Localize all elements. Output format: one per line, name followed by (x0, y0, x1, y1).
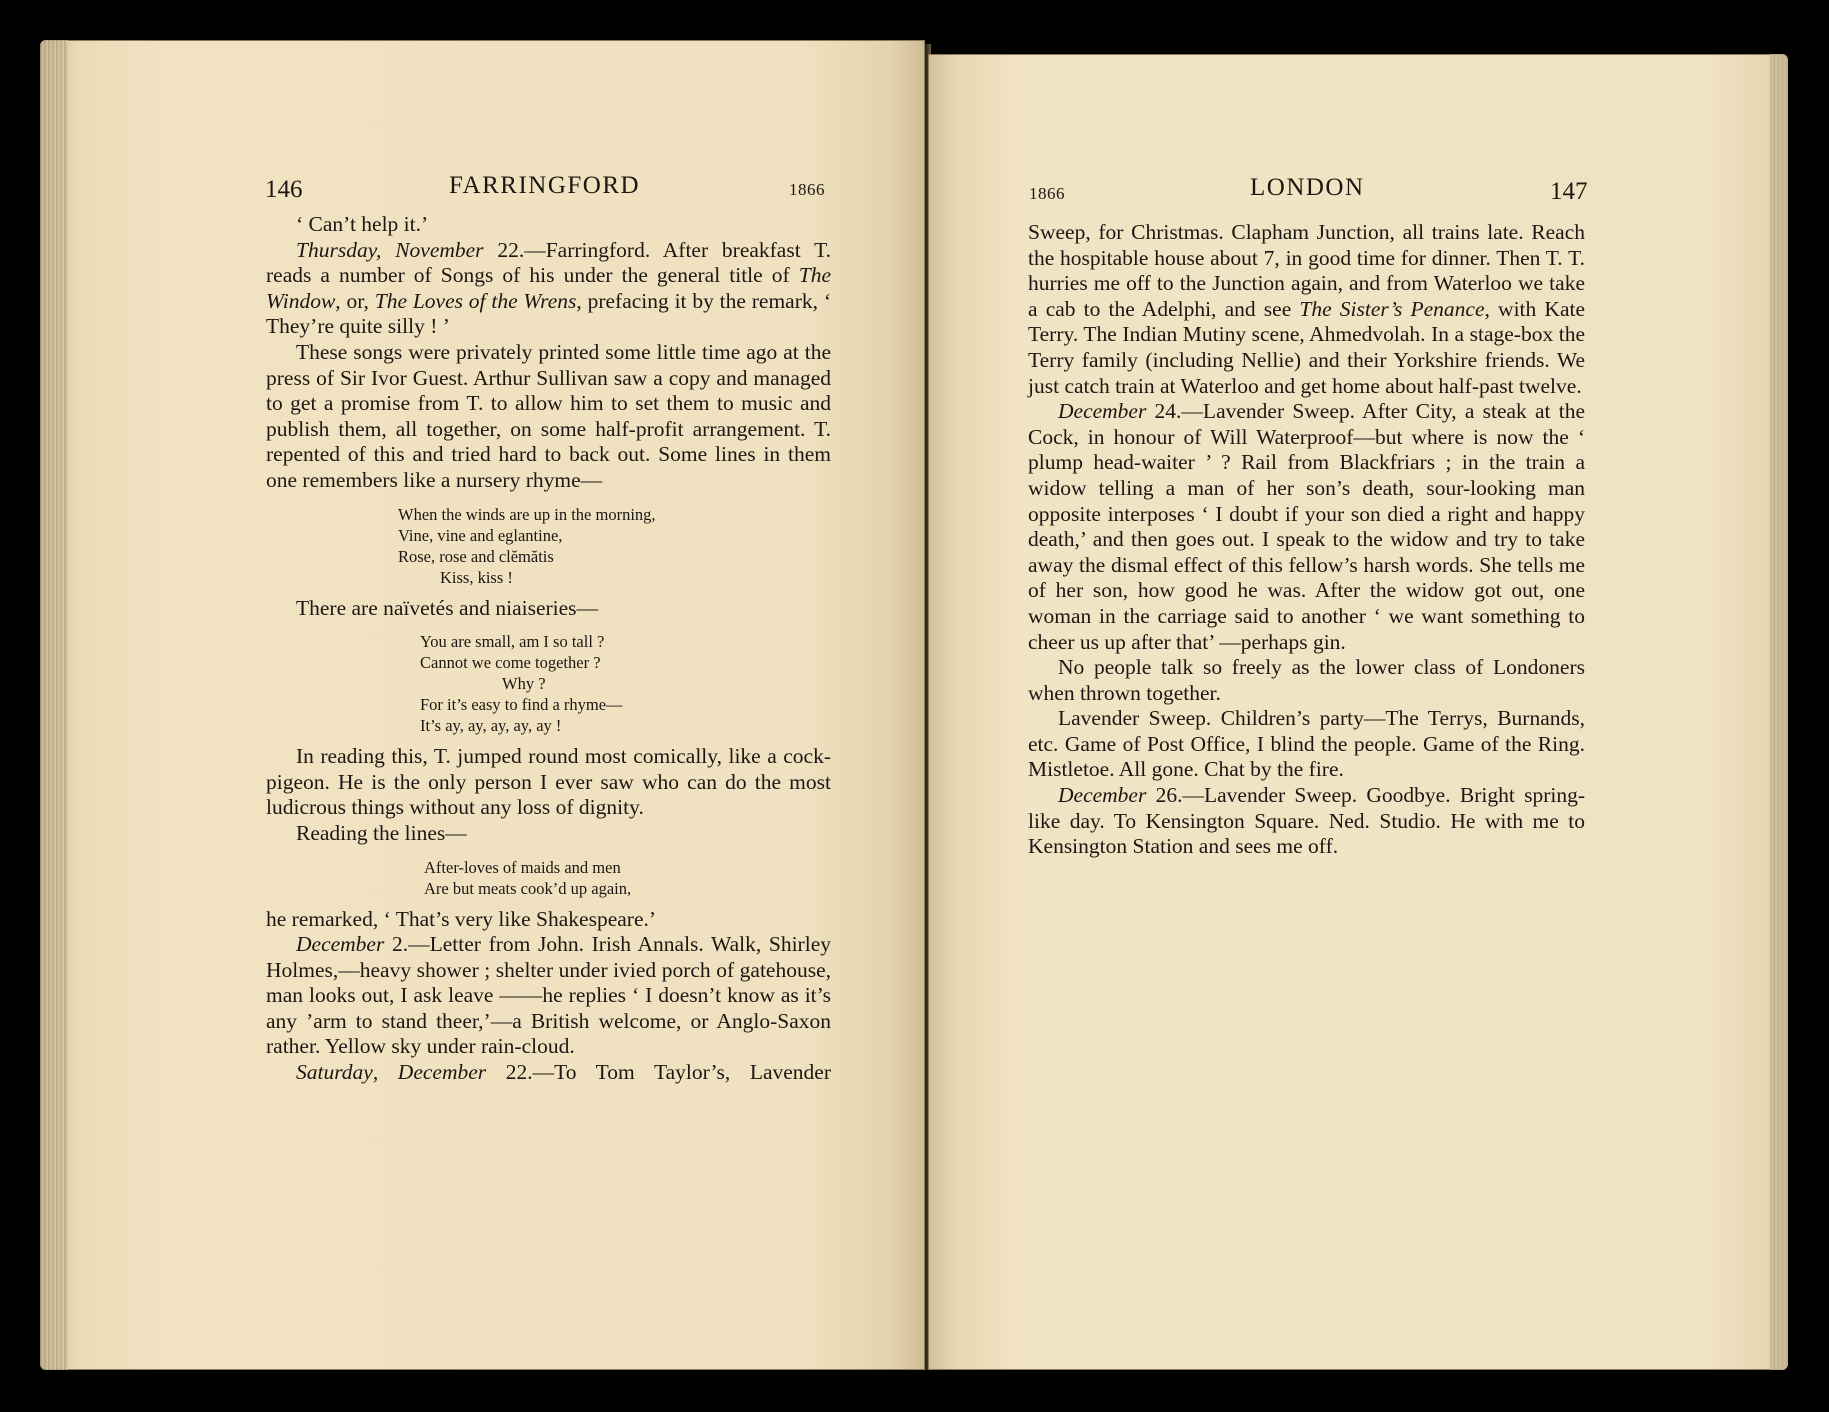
right-page-body (1028, 220, 1585, 860)
paragraph-december-22 (266, 1060, 831, 1086)
page-number: 146 (265, 176, 303, 203)
paragraph: No people talk so freely as the lower class of Londoners when thrown together. (1028, 655, 1585, 705)
date-lead: Saturday (296, 1060, 373, 1085)
paragraph-continued (1028, 220, 1585, 399)
paragraph-text: , (372, 1060, 398, 1085)
paragraph-text: 22.—To Tom Taylor’s, Lavender (486, 1060, 832, 1085)
paragraph: In reading this, T. jumped round most comically, like a cock-pigeon. He is the only person I ever saw who can do the most ludicrous things without any loss of dignity. (266, 744, 831, 820)
paragraph-december-26 (1028, 783, 1585, 860)
date-lead: December (1058, 783, 1147, 808)
left-page (40, 40, 925, 1370)
paragraph-december-24 (1028, 399, 1585, 655)
verse-line: Are but meats cook’d up again, (424, 878, 632, 898)
verse-block (424, 857, 831, 899)
verse-block (420, 631, 831, 736)
work-title: The Window (266, 263, 831, 313)
work-title: The Loves of the Wrens (374, 288, 577, 313)
verse-line: Cannot we come together ? (420, 653, 601, 673)
paragraph: These songs were privately printed some little time ago at the press of Sir Ivor Guest. Arthur Sullivan saw a copy and managed to get a promise from T. to allow him to set them to music and publish them, all together, on some half-profit arrangement. T. repented of this and tried hard to back out. Some lines in them one remembers like a nursery rhyme— (266, 339, 831, 492)
verse-line: You are small, am I so tall ? (420, 632, 605, 652)
verse-line: Kiss, kiss ! (440, 567, 513, 587)
running-title: LONDON (1250, 174, 1365, 201)
paragraph-text: 2.—Letter from John. Irish Annals. Walk, Shirley Holmes,—heavy shower ; shelter under ivied porch of gatehouse, man looks out, I ask leave ——he replies ‘ I doesn’t know as it’s any ’arm to stand theer,’—a British welcome, or Anglo-Saxon rather. Yellow sky under rain-cloud. (266, 932, 831, 1059)
date-lead: December (296, 932, 385, 957)
right-page (928, 54, 1788, 1370)
page-number: 147 (1550, 178, 1588, 205)
paragraph-text: , or, (335, 288, 375, 313)
paragraph-text: , with Kate Terry. The Indian Mutiny scene, Ahmedvolah. In a stage-box the Terry family (including Nellie) and their Yorkshire friends. We just catch train at Waterloo and get home about half-past twelve. (1028, 296, 1586, 398)
date-lead: December (397, 1060, 487, 1085)
work-title: The Sister’s Penance (1299, 296, 1485, 321)
verse-line: When the winds are up in the morning, (398, 504, 656, 524)
date-lead: Thursday, November (296, 237, 484, 262)
verse-block (398, 504, 831, 588)
verse-line: After-loves of maids and men (424, 857, 621, 877)
running-year: 1866 (1029, 184, 1065, 203)
paragraph-text: , prefacing it by the remark, ‘ They’re quite silly ! ’ (266, 288, 831, 339)
paragraph-text: Sweep, for Christmas. Clapham Junction, all trains late. Reach the hospitable house about 7, in good time for dinner. Then T. T. hurries me off to the Junction again, and from Waterloo we take a cab to the Adelphi, and see (1028, 220, 1585, 321)
verse-line: It’s ay, ay, ay, ay, ay ! (420, 716, 562, 736)
paragraph-december-2 (266, 932, 831, 1060)
paragraph: Reading the lines— (296, 820, 467, 845)
paragraph: ‘ Can’t help it.’ (296, 212, 429, 236)
running-title: FARRINGFORD (449, 172, 641, 199)
verse-line: Why ? (502, 674, 546, 694)
verse-line: Rose, rose and clĕmătis (398, 546, 554, 566)
paragraph-text: 22.—Farringford. After breakfast T. reads a number of Songs of his under the general title of (266, 237, 831, 288)
paragraph: he remarked, ‘ That’s very like Shakespeare.’ (266, 906, 657, 931)
paragraph: There are naïvetés and niaiseries— (296, 595, 599, 620)
running-year: 1866 (789, 180, 825, 199)
paragraph-text: 24.—Lavender Sweep. After City, a steak at the Cock, in honour of Will Waterproof—but where is now the ‘ plump head-waiter ’ ? Rail from Blackfriars ; in the train a widow telling a man of her son’s death, sour-looking man opposite interposes ‘ I doubt if your son died a right and happy death,’ and then goes out. I speak to the widow and try to take away the dismal effect of this fellow’s harsh words. She tells me of her son, how good he was. After the widow got out, one woman in the carriage said to another ‘ we want something to cheer us up after that’ —perhaps gin. (1028, 399, 1585, 654)
verse-line: For it’s easy to find a rhyme— (420, 695, 623, 715)
date-lead: December (1058, 399, 1147, 424)
paragraph-november-22 (266, 238, 831, 340)
paragraph: Lavender Sweep. Children’s party—The Terrys, Burnands, etc. Game of Post Office, I blind the people. Game of the Ring. Mistletoe. All gone. Chat by the fire. (1028, 706, 1585, 782)
left-page-body (266, 212, 831, 1086)
paragraph-text: 26.—Lavender Sweep. Goodbye. Bright spring-like day. To Kensington Square. Ned. Studio. He with me to Kensington Station and sees me off. (1028, 783, 1585, 859)
verse-line: Vine, vine and eglantine, (398, 525, 563, 545)
